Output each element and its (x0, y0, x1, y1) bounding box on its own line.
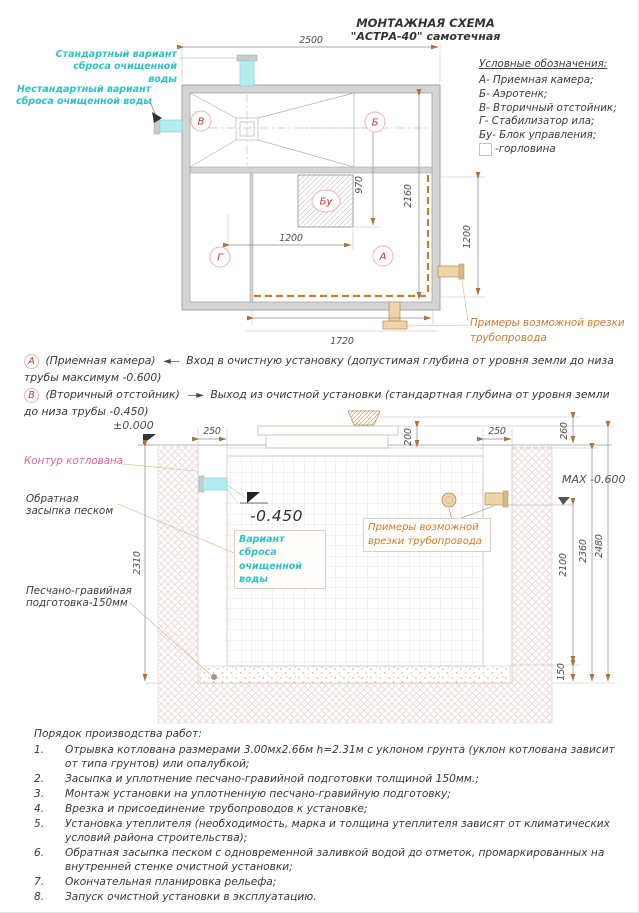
legend-item (479, 74, 629, 87)
item-text: Обратная засыпка песком с одновременной заливкой водой до отметок, промаркированных на внутренней стенке очистной установки; (65, 847, 605, 873)
legend-item-bu: Бу- Блок управления; (479, 129, 597, 142)
legend-item-neck-label: -горловина (495, 143, 556, 156)
work-order-heading: Порядок производства работ: (34, 728, 202, 740)
item-number: 5. (34, 818, 45, 831)
item-text: Засыпка и уплотнение песчано-гравийной подготовки толщиной 150мм.; (65, 773, 479, 786)
notes-block (24, 353, 625, 421)
note-v-text: Выход из очистной установки (стандартная глубина от уровня земли до низа трубы -0.450) (24, 388, 610, 418)
legend-item-v: В- Вторичный отстойник; (479, 101, 617, 114)
chamber-v-label: В (197, 116, 205, 128)
sec-dim-tank-full: 2360 (578, 539, 589, 563)
inflow-arrow-icon: ◄— (163, 356, 179, 367)
item-number: 1. (34, 744, 45, 757)
sec-dim-cover: 200 (403, 428, 414, 446)
sec-dim-total: 2480 (594, 534, 605, 558)
legend-item-neck (479, 143, 629, 156)
backfill-label: Обратная засыпка песком (26, 493, 114, 518)
work-order-item (34, 891, 628, 905)
section-view (113, 411, 626, 723)
note-a (24, 353, 625, 385)
note-a-letter: А (24, 354, 39, 369)
standard-discharge-label: Стандартный вариант сброса очищенной воды (55, 49, 177, 85)
outflow-arrow-icon: —► (187, 390, 203, 402)
plan-dim-bu: 1200 (279, 233, 303, 244)
item-text: Монтаж установки на уплотненную песчано-гравийную подготовку; (65, 788, 451, 801)
plan-dim-bottom: 1720 (330, 336, 354, 347)
note-a-name: (Приемная камера) (45, 354, 156, 367)
work-order-item (34, 876, 628, 890)
item-number: 8. (34, 890, 45, 903)
legend-item-a: А- Приемная камера; (479, 73, 594, 86)
plan-pipe-examples-label: Примеры возможной врезки трубопровода (470, 317, 625, 344)
drawing-title (318, 16, 533, 44)
title-line1: МОНТАЖНАЯ СХЕМА (356, 16, 495, 30)
item-number: 7. (34, 875, 45, 888)
item-number: 6. (34, 847, 45, 860)
sand-gravel-bed (200, 666, 510, 683)
plan-view (149, 35, 485, 347)
sec-dim-left-offset: 250 (203, 426, 221, 437)
chamber-bu-label: Бу (319, 196, 333, 208)
section-pipe-examples-box: Примеры возможной врезки трубопровода (363, 518, 491, 552)
sec-dim-pit-depth: 2310 (132, 551, 143, 575)
item-number: 2. (34, 773, 45, 786)
chamber-a-label: А (379, 251, 387, 263)
work-order (34, 728, 628, 906)
legend-heading: Условные обозначения: (479, 58, 608, 70)
work-order-item (34, 773, 628, 787)
sec-dim-sand: 150 (556, 663, 567, 681)
sand-prep-label: Песчано-гравийная подготовка-150мм (26, 585, 132, 610)
sec-dim-top: 260 (559, 422, 570, 440)
level-max-value: MAX -0.600 (562, 473, 626, 486)
pit-contour-label: Контур котлована (24, 455, 124, 467)
item-text: Врезка и присоединение трубопроводов к установке; (65, 803, 368, 816)
note-v-letter: В (24, 388, 39, 403)
chamber-g-label: Г (217, 252, 223, 264)
note-v (24, 387, 625, 419)
item-text: Окончательная планировка рельефа; (65, 875, 277, 888)
legend-item (479, 115, 629, 128)
plan-dim-niche: 970 (354, 176, 365, 194)
nonstandard-discharge-label: Нестандартный вариант сброса очищенной воды (16, 84, 153, 108)
plan-dim-inner-h: 2160 (403, 184, 414, 208)
note-v-name: (Вторичный отстойник) (45, 388, 180, 402)
level-flag-zero (143, 434, 156, 444)
chamber-b-label: Б (371, 117, 379, 129)
legend-item (479, 129, 629, 142)
note-a-text: Вход в очистную установку (допустимая глубина от уровня земли до низа трубы максимум -0.600) (24, 354, 614, 384)
legend-item (479, 102, 629, 115)
legend-item-g: Г- Стабилизатор ила; (479, 115, 595, 128)
item-text: Установка утеплителя (необходимость, марка и толщина утеплителя зависят от климатических условий района строительства); (65, 818, 610, 845)
title-line2: "АСТРА-40" самотечная (350, 30, 501, 44)
work-order-item (34, 744, 628, 772)
item-number: 3. (34, 788, 45, 801)
work-order-item (34, 788, 628, 802)
item-text: Запуск очистной установки в эксплуатацию. (65, 890, 317, 903)
legend-item-b: Б- Аэротенк; (479, 87, 548, 100)
item-number: 4. (34, 803, 45, 816)
work-order-item (34, 847, 628, 875)
work-order-item (34, 803, 628, 817)
neck-icon (479, 143, 492, 156)
sec-dim-tank: 2100 (558, 553, 569, 577)
plan-dim-width: 2500 (299, 35, 323, 46)
sec-dim-right-offset: 250 (488, 426, 506, 437)
level-discharge-value: -0.450 (250, 507, 303, 525)
item-text: Отрывка котлована размерами 3.00мх2.66м h=2.31м с уклоном грунта (уклон котлована зависит от типа грунтов) или опалубкой; (65, 744, 615, 771)
level-zero-value: ±0.000 (113, 419, 154, 432)
plan-dim-inlet: 1200 (462, 225, 473, 249)
legend (479, 58, 629, 157)
work-order-item (34, 818, 628, 846)
discharge-variant-box: Вариант сброса очищенной воды (234, 530, 326, 589)
legend-item (479, 88, 629, 101)
